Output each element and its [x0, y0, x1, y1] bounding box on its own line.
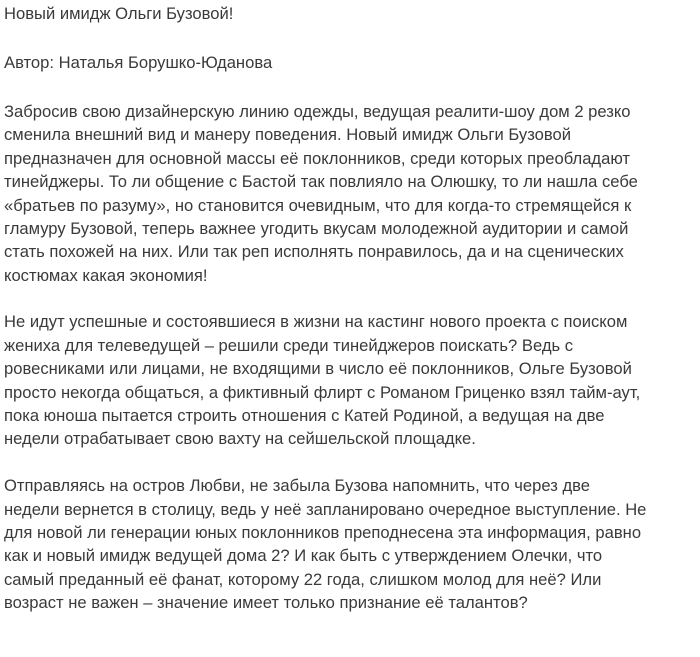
paragraph-line: костюмах какая экономия! [4, 265, 208, 285]
paragraph-line: пока юноша пытается строить отношения с Катей Родиной, а ведущая на две [4, 406, 605, 426]
paragraph-line: жениха для телеведущей – решили среди тинейджеров поискать? Ведь с [4, 335, 574, 355]
paragraph-line: Не идут успешные и состоявшиеся в жизни на кастинг нового проекта с поиском [4, 312, 628, 332]
paragraph-line: недели отрабатывает свою вахту на сейшельской площадке. [4, 429, 476, 449]
paragraph-line: стать похожей на них. Или так реп исполнять понравилось, да и на сценических [4, 242, 624, 262]
paragraph-3 [4, 474, 694, 614]
article [4, 0, 694, 615]
paragraph-line: просто некогда общаться, а фиктивный флирт с Романом Гриценко взял тайм-аут, [4, 382, 641, 402]
article-title: Новый имидж Ольги Бузовой! [4, 4, 234, 23]
paragraph-line: возраст не важен – значение имеет только признание её талантов? [4, 593, 528, 613]
paragraph-line: гламуру Бузовой, теперь важнее угодить вкусам молодежной аудитории и самой [4, 218, 629, 238]
paragraph-line: Забросив свою дизайнерскую линию одежды, ведущая реалити-шоу дом 2 резко [4, 101, 631, 121]
paragraph-line: самый преданный её фанат, которому 22 года, слишком молод для неё? Или [4, 569, 602, 589]
paragraph-line: тинейджеры. То ли общение с Бастой так повлияло на Олюшку, то ли нашла себе [4, 172, 638, 192]
article-author: Автор: Наталья Борушко-Юданова [4, 52, 273, 72]
paragraph-line: Отправляясь на остров Любви, не забыла Бузова напомнить, что через две [4, 476, 591, 496]
paragraph-line: предназначен для основной массы её поклонников, среди которых преобладают [4, 148, 631, 168]
paragraph-line: ровесниками или лицами, не входящими в число её поклонников, Ольге Бузовой [4, 359, 632, 379]
paragraph-2 [4, 310, 694, 450]
paragraph-line: как и новый имидж ведущей дома 2? И как быть с утверждением Олечки, что [4, 546, 603, 566]
paragraph-line: недели вернется в столицу, ведь у неё запланировано очередное выступление. Не [4, 499, 647, 519]
paragraph-1 [4, 100, 694, 287]
paragraph-line: для новой ли генерации юных поклонников преподнесена эта информация, равно [4, 523, 642, 542]
paragraph-line: «братьев по разуму», но становится очевидным, что для когда-то стремящейся к [4, 195, 632, 215]
paragraph-line: сменила внешний вид и манеру поведения. Новый имидж Ольги Бузовой [4, 125, 571, 145]
